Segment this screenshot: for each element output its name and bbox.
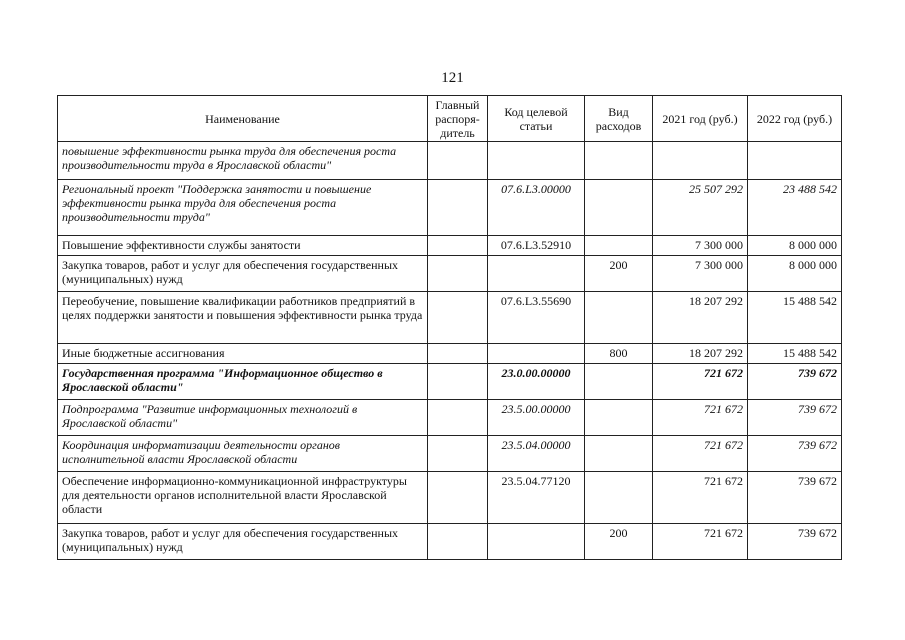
row-2022: 8 000 000 xyxy=(748,236,842,256)
header-name: Наименование xyxy=(58,96,428,142)
row-vid xyxy=(585,236,653,256)
table-row xyxy=(58,524,842,560)
row-name: Обеспечение информационно-коммуникационной инфраструктуры для деятельности органов исполнительной власти Ярославской области xyxy=(58,472,428,524)
row-2022: 739 672 xyxy=(748,524,842,560)
row-admin xyxy=(428,436,488,472)
row-code: 23.5.04.77120 xyxy=(488,472,585,524)
row-2021: 18 207 292 xyxy=(653,292,748,344)
row-2022: 15 488 542 xyxy=(748,292,842,344)
row-code: 07.6.L3.52910 xyxy=(488,236,585,256)
row-admin xyxy=(428,472,488,524)
row-2022: 23 488 542 xyxy=(748,180,842,236)
row-vid: 200 xyxy=(585,256,653,292)
row-admin xyxy=(428,236,488,256)
row-code: 07.6.L3.55690 xyxy=(488,292,585,344)
row-2022: 739 672 xyxy=(748,436,842,472)
table-row xyxy=(58,256,842,292)
row-2021: 721 672 xyxy=(653,364,748,400)
page-number: 121 xyxy=(441,70,464,86)
table-row xyxy=(58,364,842,400)
row-code: 23.5.04.00000 xyxy=(488,436,585,472)
header-2021: 2021 год (руб.) xyxy=(653,96,748,142)
row-admin xyxy=(428,142,488,180)
row-code xyxy=(488,142,585,180)
row-2021 xyxy=(653,142,748,180)
table-header-row xyxy=(58,96,842,142)
row-vid xyxy=(585,292,653,344)
row-admin xyxy=(428,256,488,292)
row-name: Региональный проект "Поддержка занятости и повышение эффективности рынка труда для обеспечения роста производительности труда" xyxy=(58,180,428,236)
row-name: повышение эффективности рынка труда для обеспечения роста производительности труда в Ярославской области" xyxy=(58,142,428,180)
budget-table xyxy=(57,95,842,560)
row-2021: 25 507 292 xyxy=(653,180,748,236)
table-row xyxy=(58,436,842,472)
row-name: Координация информатизации деятельности органов исполнительной власти Ярославской области xyxy=(58,436,428,472)
header-vid: Вид расходов xyxy=(585,96,653,142)
row-code xyxy=(488,524,585,560)
header-2022: 2022 год (руб.) xyxy=(748,96,842,142)
row-vid: 200 xyxy=(585,524,653,560)
row-2022: 8 000 000 xyxy=(748,256,842,292)
table-row xyxy=(58,472,842,524)
row-admin xyxy=(428,292,488,344)
row-2021: 7 300 000 xyxy=(653,236,748,256)
row-vid: 800 xyxy=(585,344,653,364)
row-admin xyxy=(428,344,488,364)
table-row xyxy=(58,400,842,436)
row-code: 23.0.00.00000 xyxy=(488,364,585,400)
row-code xyxy=(488,256,585,292)
table-row xyxy=(58,142,842,180)
row-admin xyxy=(428,180,488,236)
table-row xyxy=(58,180,842,236)
row-2021: 721 672 xyxy=(653,524,748,560)
row-vid xyxy=(585,472,653,524)
row-vid xyxy=(585,364,653,400)
row-2022: 739 672 xyxy=(748,472,842,524)
row-2021: 18 207 292 xyxy=(653,344,748,364)
row-admin xyxy=(428,524,488,560)
row-admin xyxy=(428,364,488,400)
row-vid xyxy=(585,180,653,236)
row-vid xyxy=(585,142,653,180)
row-code: 07.6.L3.00000 xyxy=(488,180,585,236)
header-code: Код целевой статьи xyxy=(488,96,585,142)
table-row xyxy=(58,236,842,256)
row-name: Повышение эффективности службы занятости xyxy=(58,236,428,256)
row-name: Государственная программа "Информационное общество в Ярославской области" xyxy=(58,364,428,400)
row-vid xyxy=(585,436,653,472)
row-2022: 739 672 xyxy=(748,400,842,436)
row-name: Закупка товаров, работ и услуг для обеспечения государственных (муниципальных) нужд xyxy=(58,256,428,292)
row-code xyxy=(488,344,585,364)
row-name: Закупка товаров, работ и услуг для обеспечения государственных (муниципальных) нужд xyxy=(58,524,428,560)
row-name: Подпрограмма "Развитие информационных технологий в Ярославской области" xyxy=(58,400,428,436)
row-2022: 739 672 xyxy=(748,364,842,400)
row-name: Иные бюджетные ассигнования xyxy=(58,344,428,364)
row-name: Переобучение, повышение квалификации работников предприятий в целях поддержки занятости и повышения эффективности рынка труда xyxy=(58,292,428,344)
row-code: 23.5.00.00000 xyxy=(488,400,585,436)
table-row xyxy=(58,292,842,344)
row-2021: 721 672 xyxy=(653,400,748,436)
row-vid xyxy=(585,400,653,436)
row-2022 xyxy=(748,142,842,180)
row-2022: 15 488 542 xyxy=(748,344,842,364)
row-2021: 721 672 xyxy=(653,472,748,524)
row-2021: 7 300 000 xyxy=(653,256,748,292)
row-2021: 721 672 xyxy=(653,436,748,472)
header-admin: Главный распоря-дитель xyxy=(428,96,488,142)
table-row xyxy=(58,344,842,364)
row-admin xyxy=(428,400,488,436)
